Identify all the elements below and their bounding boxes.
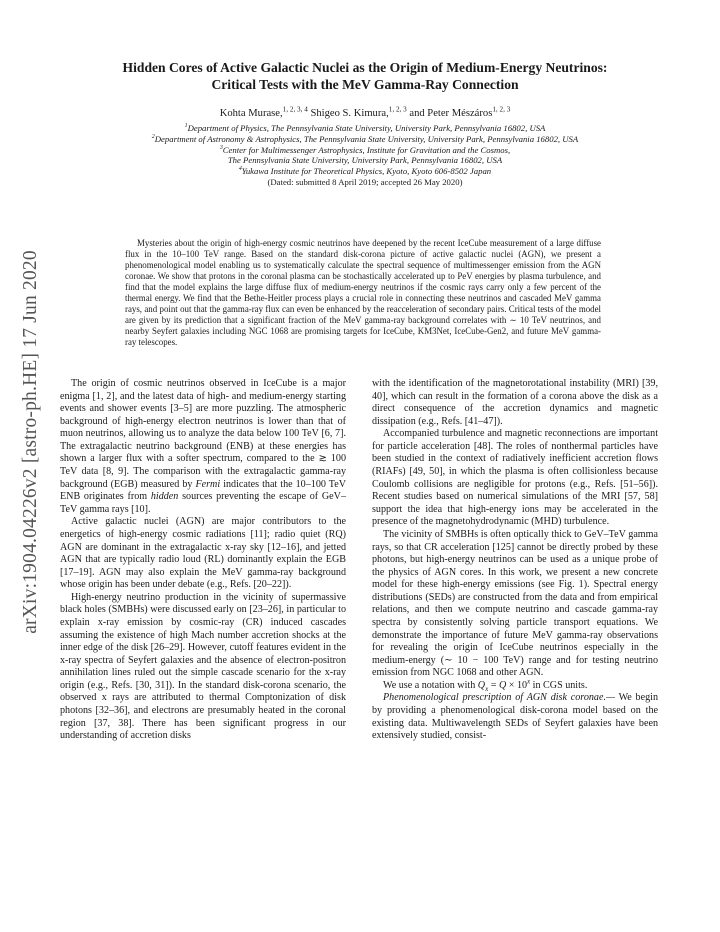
paragraph	[372, 680, 658, 693]
affiliation-text: Center for Multimessenger Astrophysics, Institute for Gravitation and the Cosmos,	[222, 144, 511, 155]
affiliation	[60, 123, 670, 134]
paragraph	[60, 378, 346, 516]
dates-line: (Dated: submitted 8 April 2019; accepted 26 May 2020)	[267, 176, 463, 187]
affiliation-number: 4	[238, 166, 242, 173]
affiliation	[60, 166, 670, 177]
emphasis-fermi: Fermi	[195, 478, 221, 490]
math-symbol: Q	[477, 679, 486, 691]
paragraph-text: in CGS units.	[530, 679, 588, 691]
emphasis-hidden: hidden	[150, 491, 179, 503]
paper-header	[60, 60, 670, 188]
affiliation-text: The Pennsylvania State University, University Park, Pennsylvania 16802, USA	[227, 155, 503, 166]
author-murase: Kohta Murase,	[219, 108, 283, 119]
paragraph: High-energy neutrino production in the vicinity of supermassive black holes (SMBHs) were discussed early on [23–26], in particular to explain x-ray emission by cosmic-ray (CR) induced cascades assuming the existence of high Mach number accretion shocks at the inner edge of the disk [26–29]. However, cutoff features evident in the x-ray spectra of Seyfert galaxies and the absence of electron-positron annihilation lines ruled out the simple cascade scenario for the x-ray origin (e.g., Refs. [30, 31]). In the standard disk-corona scenario, the observed x rays are attributed to thermal Comptonization of disk photons [32–36], and electrons are presumably heated in the coronal region [37, 38]. There has been significant progress in our understanding of accretion disks	[60, 591, 346, 742]
body-column-right	[372, 378, 658, 743]
author-kimura: Shigeo S. Kimura,	[307, 108, 389, 119]
math-operator: =	[488, 679, 499, 691]
affiliation	[60, 134, 670, 145]
abstract: Mysteries about the origin of high-energy cosmic neutrinos have deepened by the recent IceCube measurement of a large diffuse flux in the 10–100 TeV range. Based on the standard disk-corona picture of active galactic nuclei (AGN), we present a phenomenological model enabling us to systematically calculate the spectral sequence of multimessenger emission from the AGN coronae. We show that protons in the coronal plasma can be stochastically accelerated up to PeV energies by plasma turbulence, and find that the model explains the large diffuse flux of medium-energy neutrinos if the cosmic rays carry only a few percent of the thermal energy. We find that the Bethe-Heitler process plays a crucial role in connecting these neutrinos and cascaded MeV gamma rays, and point out that the gamma-ray flux can even be enhanced by the reacceleration of secondary pairs. Critical tests of the model are given by its prediction that a significant fraction of the MeV gamma-ray background correlates with ∼ 10 TeV neutrinos, and nearby Seyfert galaxies including NGC 1068 are promising targets for IceCube, KM3Net, IceCube-Gen2, and future MeV gamma-ray telescopes.	[125, 238, 601, 348]
paragraph: The vicinity of SMBHs is often optically thick to GeV–TeV gamma rays, so that CR acceleration [125] cannot be directly probed by these photons, but high-energy neutrinos can be used as a unique probe of the physics of AGN cores. In this work, we present a new concrete model for these high-energy emissions (see Fig. 1). Spectral energy distributions (SEDs) are constructed from the data and from empirical relations, and then we compute neutrino and cascade gamma-ray spectra by consistently solving particle transport equations. We demonstrate the importance of future MeV gamma-ray observations for revealing the origin of IceCube neutrinos especially in the medium-energy (∼ 10 − 100 TeV) range and for testing neutrino emission from NGC 1068 and other AGN.	[372, 528, 658, 679]
section-run-in-heading: Phenomenological prescription of AGN disk coronae.—	[383, 692, 615, 704]
paragraph: with the identification of the magnetorotational instability (MRI) [39, 40], which can result in the formation of a corona above the disk as a direct consequence of the accretion dynamics and magnetic dissipation (e.g., Refs. [41–47]).	[372, 378, 658, 427]
affiliation-list	[60, 123, 670, 177]
author-kimura-affil: 1, 2, 3	[388, 105, 407, 114]
arxiv-identifier	[14, 232, 48, 652]
author-meszaros-affil: 1, 2, 3	[492, 105, 511, 114]
author-meszaros: and Peter Mészáros	[406, 108, 493, 119]
paragraph-text: sources preventing the escape of GeV–TeV gamma rays [10].	[60, 491, 346, 515]
affiliation-text: Department of Astronomy & Astrophysics, The Pennsylvania State University, University Park, Pennsylvania 16802, USA	[154, 133, 579, 144]
title-line-2: Critical Tests with the MeV Gamma-Ray Connection	[211, 76, 519, 92]
affiliation	[60, 155, 670, 166]
affiliation-number: 2	[151, 133, 155, 140]
title-line-1: Hidden Cores of Active Galactic Nuclei as the Origin of Medium-Energy Neutrinos:	[122, 60, 608, 75]
paragraph	[372, 692, 658, 742]
body-column-left	[60, 378, 346, 743]
math-operator: × 10	[506, 679, 528, 691]
affiliation-number: 3	[219, 144, 223, 151]
arxiv-id-text: arXiv:1904.04226v2 [astro-ph.HE] 17 Jun 2020	[20, 250, 41, 634]
paragraph-text: We use a notation with	[383, 679, 478, 691]
author-list	[60, 107, 670, 120]
paragraph-text: indicates that the 10–100 TeV ENB originates from	[60, 478, 346, 503]
affiliation-number: 1	[184, 123, 188, 130]
math-superscript: x	[527, 678, 531, 686]
paragraph-text: The origin of cosmic neutrinos observed in IceCube is a major enigma [1, 2], and the latest data of high- and medium-energy starting events and shower events [3–5] are more puzzling. The atmospheric background of high-energy electron neutrinos is lower than that of muon neutrinos, allowing us to analyze the data below 100 TeV [6, 7]. The extragalactic neutrino background (ENB) at these energies has shown a larger flux with a softer spectrum, compared to the ≳ 100 TeV data [8, 9]. The comparison with the extragalactic gamma-ray background (EGB) measured by	[60, 378, 346, 490]
author-murase-affil: 1, 2, 3, 4	[282, 105, 308, 114]
paragraph: Active galactic nuclei (AGN) are major contributors to the energetics of high-energy cosmic radiations [11]; radio quiet (RQ) AGN are dominant in the extragalactic x-ray sky [12–16], and jetted AGN that are typically radio loud (RL) dominantly explain the EGB [17–19]. AGN may also explain the MeV gamma-ray background whose origin has been under debate (e.g., Refs. [20–22]).	[60, 516, 346, 591]
math-symbol: Q	[498, 679, 507, 691]
affiliation-text: Yukawa Institute for Theoretical Physics, Kyoto, Kyoto 606-8502 Japan	[241, 166, 492, 177]
paragraph-text: We begin by providing a phenomenological disk-corona model based on the existing data. Multiwavelength SEDs of Seyfert galaxies have been extensively studied, consist-	[372, 692, 658, 742]
paper-title	[60, 60, 670, 93]
affiliation-text: Department of Physics, The Pennsylvania State University, University Park, Pennsylvania 16802, USA	[187, 123, 546, 133]
paragraph: Accompanied turbulence and magnetic reconnections are important for particle acceleration [48]. The roles of nonthermal particles have been studied in the context of radiatively inefficient accretion flows (RIAFs) [49, 50], in which the plasma is often collisionless because Coulomb collisions are negligible for protons (e.g., Refs. [51–56]). Recent studies based on numerical simulations of the MRI [57, 58] support the idea that high-energy ions may be accelerated in the presence of the magnetohydrodynamic (MHD) turbulence.	[372, 428, 658, 528]
affiliation	[60, 145, 670, 156]
math-subscript: x	[485, 684, 489, 693]
